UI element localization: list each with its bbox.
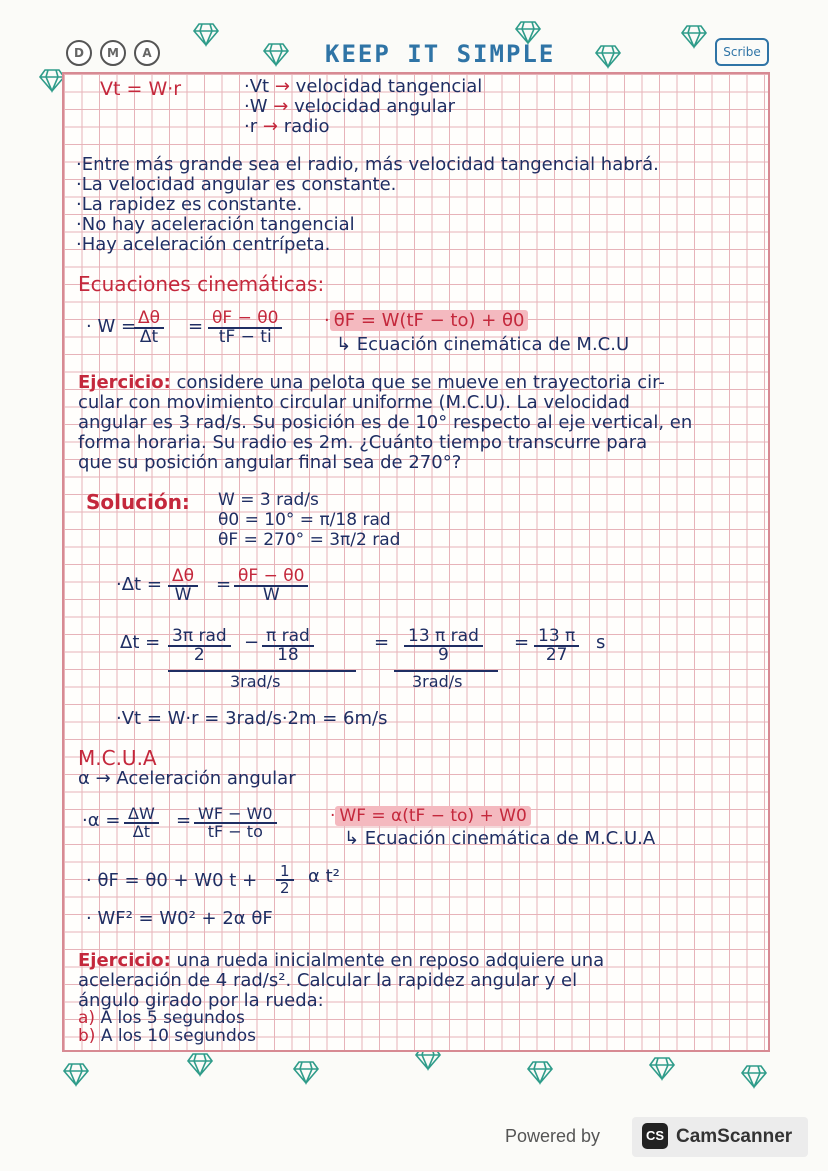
dt-lhs: ·Δt = <box>116 574 162 595</box>
theta-equation-tail: α t² <box>308 866 340 887</box>
diamond-icon <box>192 20 220 48</box>
w-fraction-2: $\frac{\theta F - \theta 0}{tF - ti}$ <box>208 310 282 346</box>
dt-fraction-1: $\frac{\Delta\theta}{W}$ <box>168 568 198 604</box>
theta-half: $\frac{1}{2}$ <box>276 864 294 896</box>
given-w: W = 3 rad/s <box>218 490 319 510</box>
ejercicio1-line: forma horaria. Su radio es 2m. ¿Cuánto tiempo transcurre para <box>78 432 648 453</box>
camscanner-brand: CamScanner <box>676 1126 793 1147</box>
ejercicio2-line: aceleración de 4 rad/s². Calcular la rapidez angular y el <box>78 970 578 991</box>
mcua-title: M.C.U.A <box>78 746 157 770</box>
page-title: KEEP IT SIMPLE <box>325 40 556 68</box>
alpha-lhs: ·α = <box>82 810 121 831</box>
calc-result-2: $\frac{13 \pi}{27}$ <box>534 628 579 664</box>
ejercicio1-line: cular con movimiento circular uniforme (M.C.U). La velocidad <box>78 392 630 413</box>
diamond-icon <box>292 1058 320 1086</box>
fact-item: ·No hay aceleración tangencial <box>76 214 355 235</box>
calc-den: 3rad/s <box>230 672 281 691</box>
calc-eq: = <box>374 632 390 653</box>
header-circle-a: A <box>134 40 160 66</box>
vt-result: ·Vt = W·r = 3rad/s·2m = 6m/s <box>116 708 388 729</box>
alpha-fraction-2: $\frac{WF - W0}{tF - to}$ <box>194 806 277 840</box>
fact-item: ·Hay aceleración centrípeta. <box>76 234 331 255</box>
diamond-icon <box>594 42 622 70</box>
ejercicio2-item-b: b) A los 10 segundos <box>78 1026 257 1046</box>
ejercicio2-line: Ejercicio: una rueda inicialmente en reposo adquiere una <box>78 950 605 971</box>
header-circle-d: D <box>66 40 92 66</box>
calc-result-den: 3rad/s <box>412 672 463 691</box>
calc-minus: − <box>244 632 260 653</box>
header-circle-m: M <box>100 40 126 66</box>
ejercicio1-line: angular es 3 rad/s. Su posición es de 10° respecto al eje vertical, en <box>78 412 693 433</box>
dt-eq: = <box>216 574 232 595</box>
def-vt: ·Vt → velocidad tangencial <box>244 76 483 97</box>
alpha-eq: = <box>176 810 192 831</box>
diamond-icon <box>740 1062 768 1090</box>
solucion-title: Solución: <box>86 490 190 514</box>
diamond-icon <box>680 22 708 50</box>
wf-equation-label: ↳ Ecuación cinemática de M.C.U.A <box>344 828 656 849</box>
ejercicio1-line: que su posición angular final sea de 270°? <box>78 452 462 473</box>
w-lhs: · W = <box>86 316 137 337</box>
def-w: ·W → velocidad angular <box>244 96 456 117</box>
wf-equation: · WF = α(tF − to) + W0 <box>330 808 531 825</box>
def-r: ·r → radio <box>244 116 330 137</box>
fact-item: ·La velocidad angular es constante. <box>76 174 397 195</box>
calc-unit: s <box>596 632 606 653</box>
w-eq: = <box>188 316 204 337</box>
diamond-icon <box>186 1050 214 1078</box>
dt-fraction-2: $\frac{\theta F - \theta 0}{W}$ <box>234 568 308 604</box>
diamond-icon <box>62 1060 90 1088</box>
alpha-fraction-1: $\frac{\Delta W}{\Delta t}$ <box>124 806 159 840</box>
diamond-icon <box>514 18 542 46</box>
calc-term-b: π rad 18 <box>262 628 314 664</box>
pos-equation: · θF = W(tF − to) + θ0 <box>324 312 528 330</box>
calc-lhs: Δt = <box>120 632 161 653</box>
alpha-definition: α → Aceleración angular <box>78 768 296 789</box>
given-thetaf: θF = 270° = 3π/2 rad <box>218 530 401 550</box>
ejercicio1-line: Ejercicio: considere una pelota que se mueve en trayectoria cir- <box>78 372 665 393</box>
pos-equation-label: ↳ Ecuación cinemática de M.C.U <box>336 334 630 355</box>
scribe-badge: Scribe <box>715 38 769 66</box>
camscanner-logo-icon: CS <box>642 1123 668 1149</box>
wf2-equation: · WF² = W0² + 2α θF <box>86 908 273 929</box>
calc-result-1: 13 π rad 9 <box>404 628 483 664</box>
powered-by-text: Powered by <box>505 1126 601 1146</box>
calc-eq2: = <box>514 632 530 653</box>
w-fraction-1: $\frac{\Delta\theta}{\Delta t}$ <box>134 310 164 346</box>
diamond-icon <box>648 1054 676 1082</box>
diamond-icon <box>262 40 290 68</box>
diamond-icon <box>526 1058 554 1086</box>
section-title-ecuaciones: Ecuaciones cinemáticas: <box>78 272 325 296</box>
given-theta0: θ0 = 10° = π/18 rad <box>218 510 391 530</box>
fact-item: ·La rapidez es constante. <box>76 194 303 215</box>
ejercicio2-line: ángulo girado por la rueda: <box>78 990 324 1011</box>
calc-term-a: 3π rad 2 <box>168 628 231 664</box>
ejercicio2-item-a: a) A los 5 segundos <box>78 1008 245 1028</box>
fact-item: ·Entre más grande sea el radio, más velocidad tangencial habrá. <box>76 154 659 175</box>
theta-equation: · θF = θ0 + W0 t + <box>86 870 258 891</box>
vt-formula: Vt = W·r <box>100 78 182 100</box>
